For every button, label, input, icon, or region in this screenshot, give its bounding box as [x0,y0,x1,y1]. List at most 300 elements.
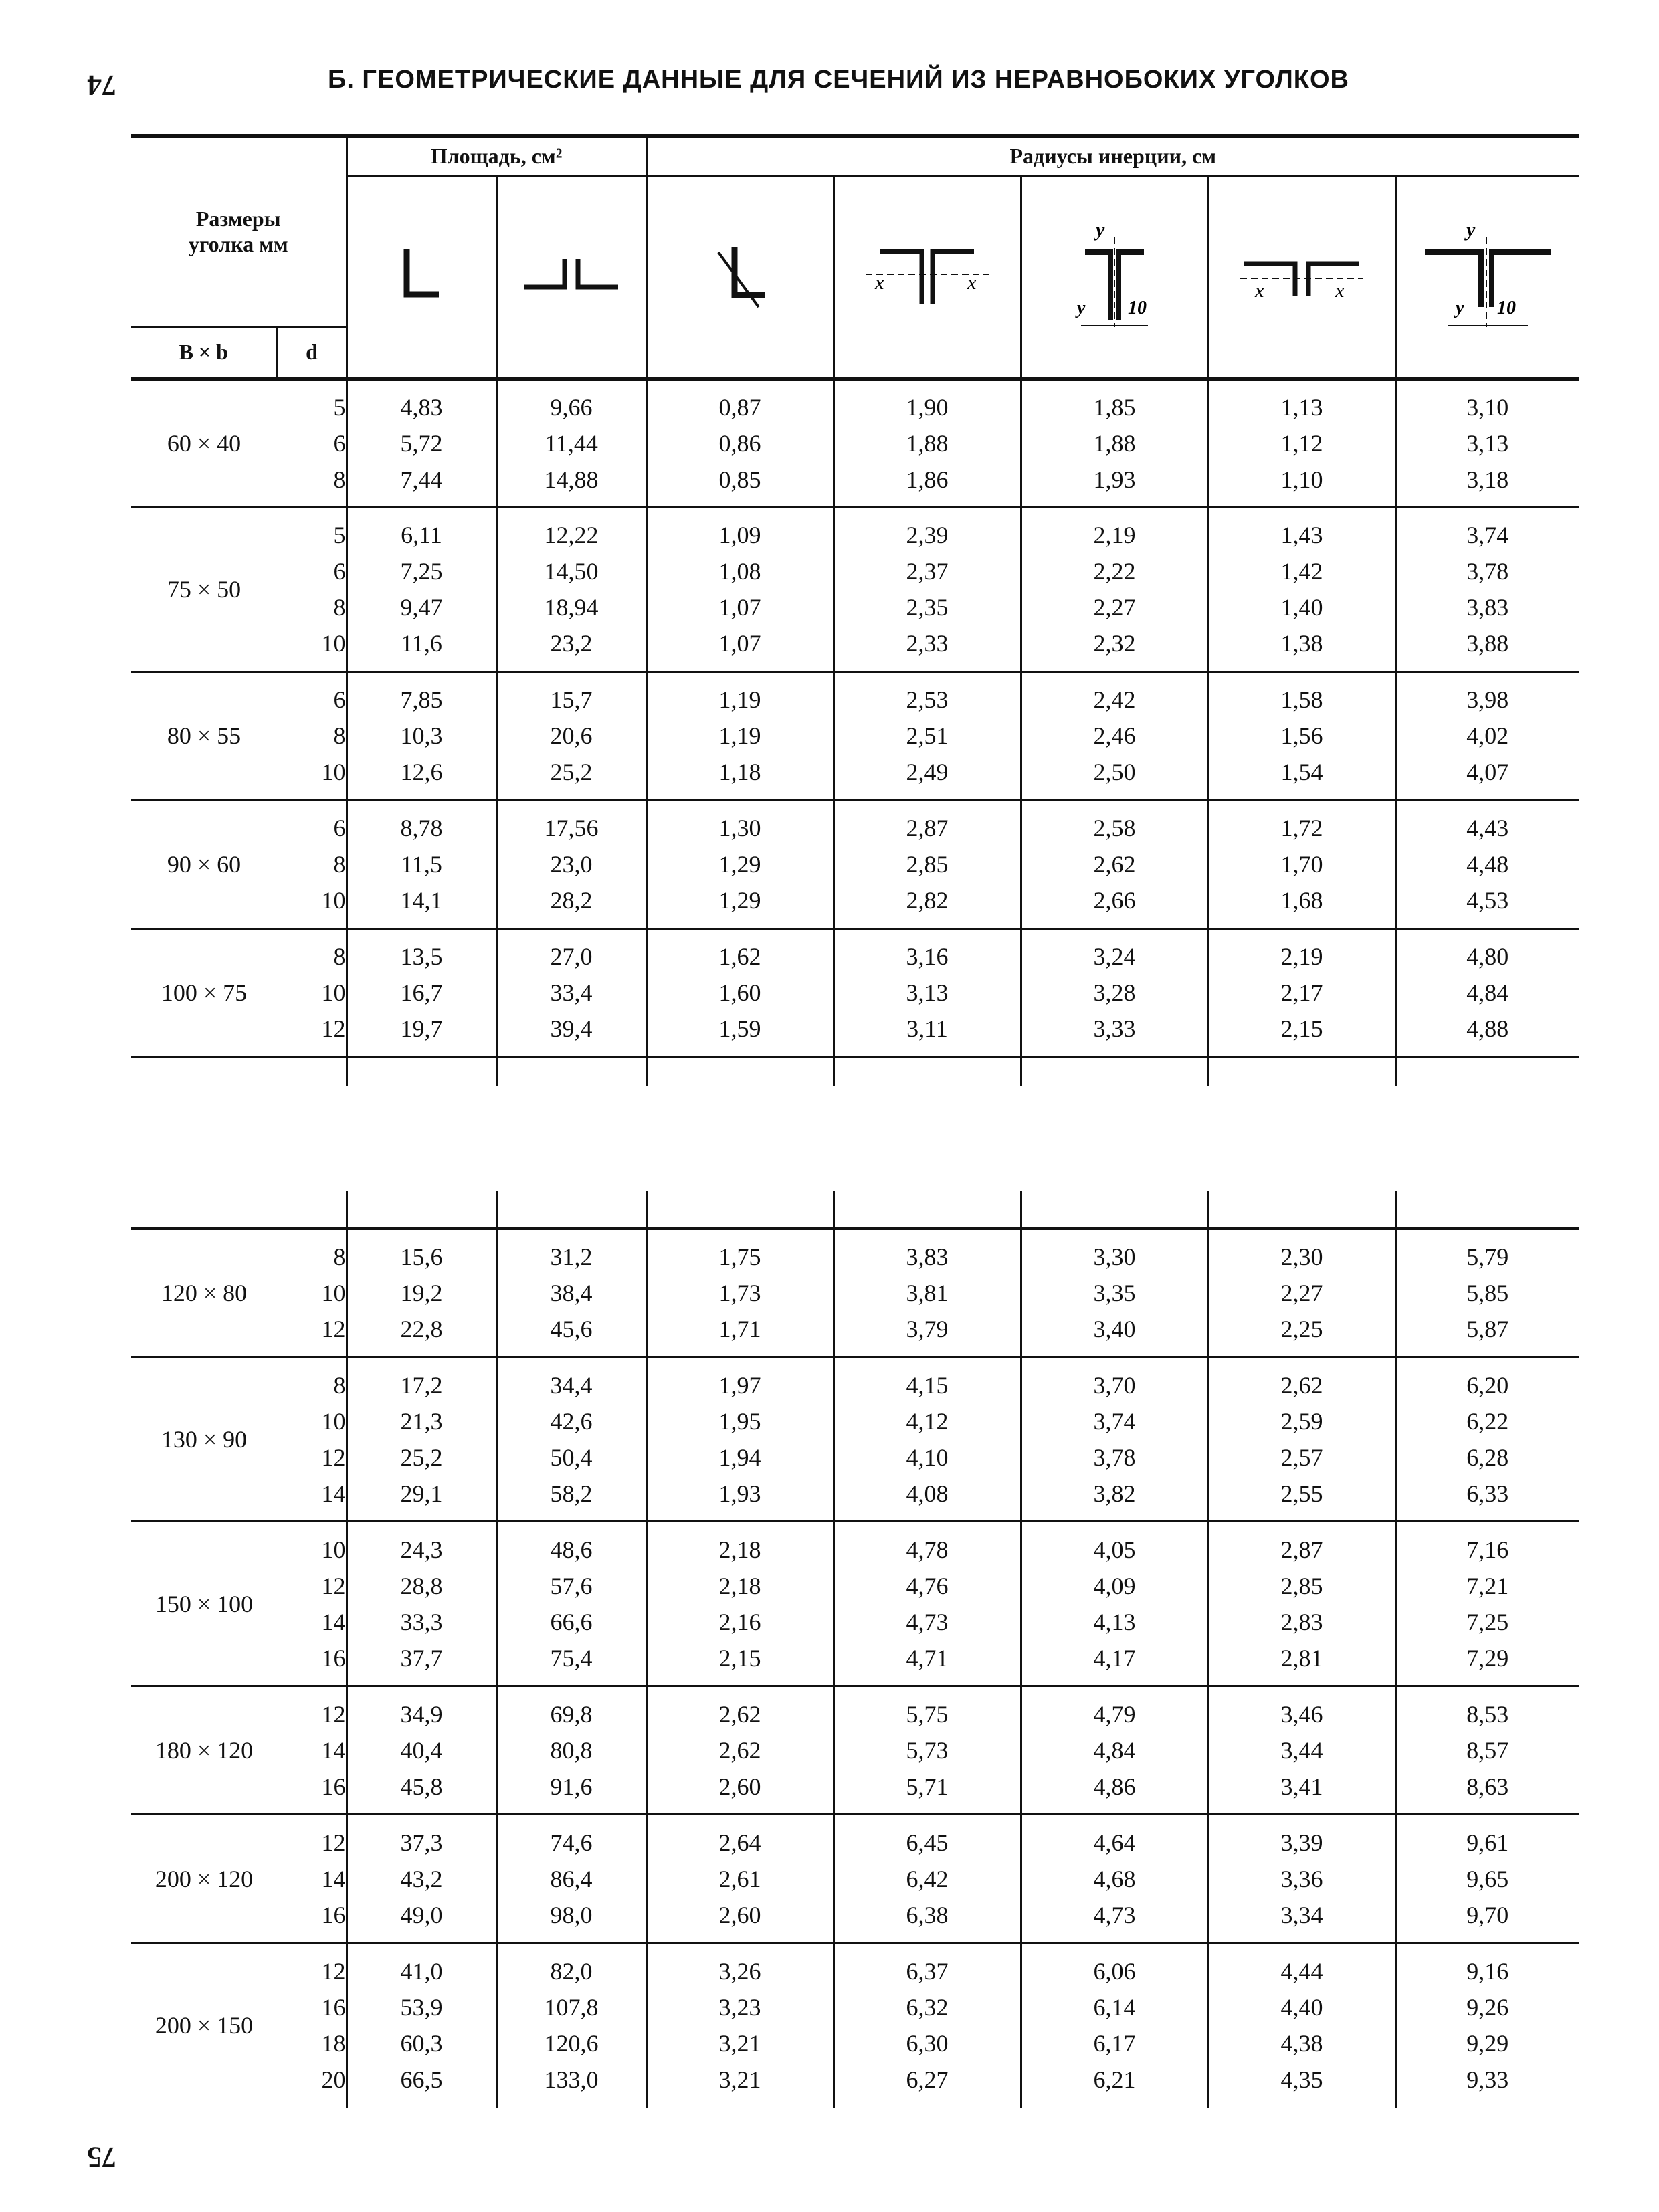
table-cell: 1,72 [1280,815,1323,841]
table-cell: 4,13 [1093,1608,1136,1635]
table-cell: 4,88 [1466,1015,1509,1042]
table-cell: 3,18 [1466,466,1509,493]
table-cell: 34,4 [550,1371,593,1399]
table-cell: 40,4 [400,1736,443,1764]
table-cell: 3,13 [906,979,949,1006]
table-cell: 91,6 [550,1773,593,1800]
table-cell: 19,2 [400,1280,443,1306]
angle-size: 90 × 60 [131,800,277,928]
table-cell: 2,62 [1093,851,1136,878]
header-area-group: Площадь, см² [347,136,646,176]
table-cell: 49,0 [400,1901,443,1928]
table-cell: 37,7 [400,1644,443,1672]
table-cell: 1,86 [906,466,949,493]
table-cell: 3,74 [1093,1407,1136,1435]
table-cell: 2,42 [1093,686,1136,713]
table-cell: 7,44 [400,466,443,493]
table-cell: 5,71 [906,1773,949,1800]
table-cell: 2,17 [1280,979,1323,1006]
table-cell: 58,2 [550,1480,593,1507]
table-cell: 3,23 [718,1994,761,2021]
table-cell: 3,33 [1093,1015,1136,1042]
table-cell: 37,3 [400,1829,443,1856]
table-cell: 4,76 [906,1572,949,1599]
table-cell: 6,06 [1093,1958,1136,1985]
table-cell: 2,19 [1280,943,1323,970]
table-cell: 14,88 [544,466,599,493]
table-cell: 1,94 [718,1443,761,1471]
table-cell: 39,4 [550,1015,593,1042]
table-cell: 1,38 [1280,630,1323,657]
table-cell: 9,29 [1466,2030,1509,2057]
table-cell: 3,88 [1466,630,1509,657]
table-cell: 45,8 [400,1773,443,1800]
table-cell: 107,8 [544,1994,599,2021]
table-cell: 6,37 [906,1958,949,1985]
thickness-value: 10 [321,1536,346,1563]
table-cell: 3,24 [1093,943,1136,970]
svg-text:x: x [1335,280,1345,302]
table-cell: 1,60 [718,979,761,1006]
table-cell: 8,63 [1466,1773,1509,1800]
table-cell: 120,6 [544,2030,599,2057]
thickness-value: 12 [321,1443,346,1471]
table-row-group [131,1686,1579,1815]
table-cell: 15,7 [550,686,593,713]
thickness-value: 14 [321,1608,346,1635]
table-cell: 4,02 [1466,722,1509,749]
table-cell: 1,58 [1280,686,1323,713]
table-cell: 20,6 [550,722,593,749]
thickness-value: 16 [321,1994,346,2021]
table-cell: 15,6 [400,1243,443,1270]
table-cell: 4,12 [906,1407,949,1435]
table-cell: 2,35 [906,594,949,621]
table-cell: 1,40 [1280,594,1323,621]
table-cell: 33,4 [550,979,593,1006]
table-cell: 1,19 [718,686,761,713]
table-cell: 3,26 [718,1958,761,1985]
table-cell: 2,85 [1280,1572,1323,1599]
table-cell: 22,8 [400,1316,443,1342]
table-cell: 3,46 [1280,1700,1323,1728]
table-cell: 53,9 [400,1994,443,2021]
table-cell: 4,80 [1466,943,1509,970]
table-cell: 4,07 [1466,759,1509,785]
spaced-angles-x-axis-icon [1208,176,1395,379]
header-size-group: Размеры уголка мм [131,136,347,326]
table-cell: 98,0 [550,1901,593,1928]
table-cell: 69,8 [550,1700,593,1728]
thickness-value: 12 [321,1958,346,1985]
table-cell: 0,87 [718,393,761,421]
table-cell: 0,86 [718,429,761,457]
table-cell: 6,17 [1093,2030,1136,2057]
table-cell: 9,16 [1466,1958,1509,1985]
table-cell: 6,20 [1466,1371,1509,1399]
table-cell: 1,68 [1280,887,1323,914]
angle-size: 75 × 50 [131,507,277,672]
thickness-value: 10 [321,630,346,657]
table-cell: 1,42 [1280,558,1323,585]
table-cell: 17,2 [400,1371,443,1399]
table-cell: 3,21 [718,2066,761,2094]
thickness-value: 20 [321,2066,346,2094]
table-cell: 66,6 [550,1608,593,1635]
table-cell: 3,74 [1466,522,1509,548]
single-angle-icon [347,176,496,379]
table-cell: 0,85 [718,466,761,493]
table-cell: 2,15 [1280,1015,1323,1042]
table-row-group [131,1522,1579,1686]
table-cell: 1,56 [1280,722,1323,749]
table-cell: 45,6 [550,1316,593,1342]
table-cell: 1,85 [1093,393,1136,421]
thickness-value: 10 [321,887,346,914]
table-cell: 4,40 [1280,1994,1323,2021]
angles-table-top [131,134,1579,1086]
table-cell: 14,50 [544,558,599,585]
table-cell: 4,15 [906,1371,949,1399]
table-cell: 1,43 [1280,522,1323,548]
table-cell: 2,62 [718,1700,761,1728]
table-cell: 2,50 [1093,759,1136,785]
tee-y-axis-gap-icon [1021,176,1208,379]
table-cell: 9,66 [550,393,593,421]
table-cell: 13,5 [400,943,443,970]
table-cell: 2,19 [1093,522,1136,548]
table-cell: 3,70 [1093,1371,1136,1399]
table-cell: 5,85 [1466,1280,1509,1306]
table-cell: 66,5 [400,2066,443,2094]
table-cell: 2,37 [906,558,949,585]
table-cell: 23,2 [550,630,593,657]
table-cell: 28,8 [400,1572,443,1599]
table-cell: 1,18 [718,759,761,785]
table-cell: 133,0 [544,2066,599,2094]
table-cell: 1,12 [1280,429,1323,457]
table-cell: 1,95 [718,1407,761,1435]
table-cell: 4,17 [1093,1644,1136,1672]
table-cell: 4,10 [906,1443,949,1471]
table-cell: 2,81 [1280,1644,1323,1672]
svg-text:10: 10 [1496,298,1516,319]
table-cell: 4,73 [1093,1901,1136,1928]
table-cell: 1,29 [718,851,761,878]
table-cell: 16,7 [400,979,443,1006]
table-cell: 2,60 [718,1773,761,1800]
thickness-value: 12 [321,1829,346,1856]
thickness-value: 8 [333,722,346,749]
table-cell: 38,4 [550,1280,593,1306]
svg-text:y: y [1466,219,1476,241]
tee-x-axis-icon [834,176,1021,379]
table-cell: 2,58 [1093,815,1136,841]
table-cell: 4,08 [906,1480,949,1507]
table-cell: 2,57 [1280,1443,1323,1471]
table-cell: 1,29 [718,887,761,914]
table-cell: 1,08 [718,558,761,585]
table-body-bottom [131,1191,1579,2108]
table-cell: 2,15 [718,1644,761,1672]
thickness-value: 16 [321,1773,346,1800]
thickness-value: 6 [333,558,346,585]
angle-size: 150 × 100 [131,1522,277,1686]
table-cell: 2,27 [1093,594,1136,621]
table-cell: 1,30 [718,815,761,841]
table-cell: 7,21 [1466,1572,1509,1599]
table-cell: 12,6 [400,759,443,785]
table-cell: 7,16 [1466,1536,1509,1563]
table-cell: 1,88 [1093,429,1136,457]
header-bxb: B × b [131,326,277,379]
table-cell: 2,46 [1093,722,1136,749]
thickness-value: 6 [333,815,346,841]
table-cell: 2,51 [906,722,949,749]
table-cell: 1,75 [718,1243,761,1270]
table-cell: 1,97 [718,1371,761,1399]
table-cell: 3,83 [1466,594,1509,621]
table-cell: 9,61 [1466,1829,1509,1856]
thickness-value: 6 [333,429,346,457]
table-row-group [131,800,1579,928]
table-cell: 6,11 [401,522,442,548]
table-row-group [131,1943,1579,2108]
table-cell: 80,8 [550,1736,593,1764]
thickness-value: 16 [321,1901,346,1928]
table-cell: 3,39 [1280,1829,1323,1856]
table-cell: 3,82 [1093,1480,1136,1507]
table-cell: 3,36 [1280,1865,1323,1892]
single-angle-inclined-axis-icon [646,176,834,379]
thickness-value: 8 [333,466,346,493]
thickness-value: 10 [321,979,346,1006]
table-cell: 2,18 [718,1536,761,1563]
table-cell: 18,94 [544,594,599,621]
spacer-row [131,1191,1579,1229]
table-cell: 17,56 [544,815,599,841]
thickness-value: 5 [333,522,346,548]
thickness-value: 14 [321,1736,346,1764]
thickness-value: 5 [333,393,346,421]
table-cell: 2,16 [718,1608,761,1635]
table-cell: 6,38 [906,1901,949,1928]
table-cell: 7,25 [400,558,443,585]
table-cell: 2,62 [1280,1371,1323,1399]
table-cell: 4,38 [1280,2030,1323,2057]
table-row-group [131,1229,1579,1357]
table-cell: 2,25 [1280,1316,1323,1342]
table-cell: 10,3 [400,722,443,749]
table-cell: 7,25 [1466,1608,1509,1635]
thickness-value: 10 [321,1407,346,1435]
page-title: Б. ГЕОМЕТРИЧЕСКИЕ ДАННЫЕ ДЛЯ СЕЧЕНИЙ ИЗ НЕРАВНОБОКИХ УГОЛКОВ [328,66,1349,94]
thickness-value: 8 [333,1243,346,1270]
table-cell: 75,4 [550,1644,593,1672]
table-cell: 24,3 [400,1536,443,1563]
angle-size: 100 × 75 [131,928,277,1057]
table-cell: 5,87 [1466,1316,1509,1342]
table-cell: 7,29 [1466,1644,1509,1672]
table-cell: 5,73 [906,1736,949,1764]
table-cell: 4,84 [1466,979,1509,1006]
table-cell: 2,49 [906,759,949,785]
double-angle-icon [496,176,646,379]
table-cell: 1,54 [1280,759,1323,785]
table-cell: 2,85 [906,851,949,878]
table-cell: 25,2 [400,1443,443,1471]
thickness-value: 10 [321,1280,346,1306]
table-cell: 28,2 [550,887,593,914]
thickness-value: 14 [321,1865,346,1892]
angle-size: 120 × 80 [131,1229,277,1357]
table-cell: 86,4 [550,1865,593,1892]
table-cell: 4,83 [400,393,443,421]
angles-table-bottom [131,1191,1579,2108]
table-cell: 43,2 [400,1865,443,1892]
table-cell: 2,61 [718,1865,761,1892]
table-cell: 6,22 [1466,1407,1509,1435]
table-cell: 11,6 [401,630,442,657]
table-cell: 2,32 [1093,630,1136,657]
table-cell: 1,93 [718,1480,761,1507]
table-cell: 19,7 [400,1015,443,1042]
svg-text:x: x [1255,280,1264,302]
table-cell: 6,21 [1093,2066,1136,2094]
table-cell: 1,07 [718,594,761,621]
table-cell: 11,44 [545,429,598,457]
thickness-value: 14 [321,1480,346,1507]
angle-size: 180 × 120 [131,1686,277,1815]
table-cell: 4,09 [1093,1572,1136,1599]
table-cell: 1,71 [718,1316,761,1342]
table-cell: 2,62 [718,1736,761,1764]
table-cell: 4,53 [1466,887,1509,914]
thickness-value: 12 [321,1015,346,1042]
spaced-angles-y-axis-gap-icon [1395,176,1579,379]
table-cell: 1,62 [718,943,761,970]
header-d: d [277,326,347,379]
thickness-value: 8 [333,1371,346,1399]
table-cell: 6,42 [906,1865,949,1892]
table-cell: 4,79 [1093,1700,1136,1728]
table-body-top [131,379,1579,1086]
table-cell: 3,13 [1466,429,1509,457]
table-cell: 9,47 [400,594,443,621]
table-cell: 14,1 [400,887,443,914]
table-cell: 4,48 [1466,851,1509,878]
table-cell: 2,33 [906,630,949,657]
table-cell: 3,11 [906,1015,948,1042]
table-cell: 3,30 [1093,1243,1136,1270]
table-cell: 3,41 [1280,1773,1323,1800]
table-cell: 34,9 [400,1700,443,1728]
thickness-value: 8 [333,943,346,970]
table-cell: 9,26 [1466,1994,1509,2021]
table-cell: 5,79 [1466,1243,1509,1270]
table-cell: 3,28 [1093,979,1136,1006]
table-cell: 57,6 [550,1572,593,1599]
table-cell: 3,35 [1093,1280,1136,1306]
thickness-value: 6 [333,686,346,713]
table-cell: 8,78 [400,815,443,841]
table-cell: 31,2 [550,1243,593,1270]
table-cell: 2,39 [906,522,949,548]
table-cell: 33,3 [400,1608,443,1635]
table-cell: 2,53 [906,686,949,713]
table-cell: 2,64 [718,1829,761,1856]
header-radii-group: Радиусы инерции, см [646,136,1579,176]
table-cell: 82,0 [550,1958,593,1985]
table-cell: 4,44 [1280,1958,1323,1985]
table-cell: 2,55 [1280,1480,1323,1507]
table-cell: 3,34 [1280,1901,1323,1928]
table-cell: 6,32 [906,1994,949,2021]
table-cell: 74,6 [550,1829,593,1856]
thickness-value: 8 [333,851,346,878]
table-cell: 4,78 [906,1536,949,1563]
table-cell: 9,70 [1466,1901,1509,1928]
table-cell: 1,90 [906,393,949,421]
table-cell: 2,60 [718,1901,761,1928]
table-cell: 9,65 [1466,1865,1509,1892]
angle-size: 80 × 55 [131,672,277,800]
table-cell: 3,21 [718,2030,761,2057]
table-cell: 4,84 [1093,1736,1136,1764]
angle-size: 130 × 90 [131,1357,277,1522]
table-cell: 2,22 [1093,558,1136,585]
svg-text:x: x [967,272,977,294]
table-cell: 48,6 [550,1536,593,1563]
svg-text:10: 10 [1128,298,1147,319]
angle-size: 200 × 150 [155,2012,254,2039]
table-cell: 1,59 [718,1015,761,1042]
spacer-row [131,1057,1579,1086]
angle-size: 200 × 120 [131,1815,277,1943]
thickness-value: 12 [321,1700,346,1728]
table-cell: 3,98 [1466,686,1509,713]
table-cell: 42,6 [550,1407,593,1435]
table-row-group [131,379,1579,507]
table-cell: 1,07 [718,630,761,657]
table-cell: 1,13 [1280,393,1323,421]
thickness-value: 12 [321,1316,346,1342]
thickness-value: 10 [321,759,346,785]
table-cell: 7,85 [400,686,443,713]
table-cell: 1,88 [906,429,949,457]
table-cell: 2,30 [1280,1243,1323,1270]
table-row-group [131,507,1579,672]
table-cell: 1,73 [718,1280,761,1306]
table-cell: 1,93 [1093,466,1136,493]
table-cell: 8,57 [1466,1736,1509,1764]
table-cell: 41,0 [400,1958,443,1985]
table-cell: 3,79 [906,1316,949,1342]
thickness-value: 12 [321,1572,346,1599]
table-cell: 3,78 [1466,558,1509,585]
table-cell: 4,64 [1093,1829,1136,1856]
table-cell: 6,33 [1466,1480,1509,1507]
table-cell: 29,1 [400,1480,443,1507]
table-cell: 1,10 [1280,466,1323,493]
table-row-group [131,672,1579,800]
table-cell: 4,05 [1093,1536,1136,1563]
table-cell: 1,19 [718,722,761,749]
table-cell: 9,33 [1466,2066,1509,2094]
table-cell: 4,73 [906,1608,949,1635]
table-cell: 3,44 [1280,1736,1323,1764]
thickness-value: 18 [321,2030,346,2057]
